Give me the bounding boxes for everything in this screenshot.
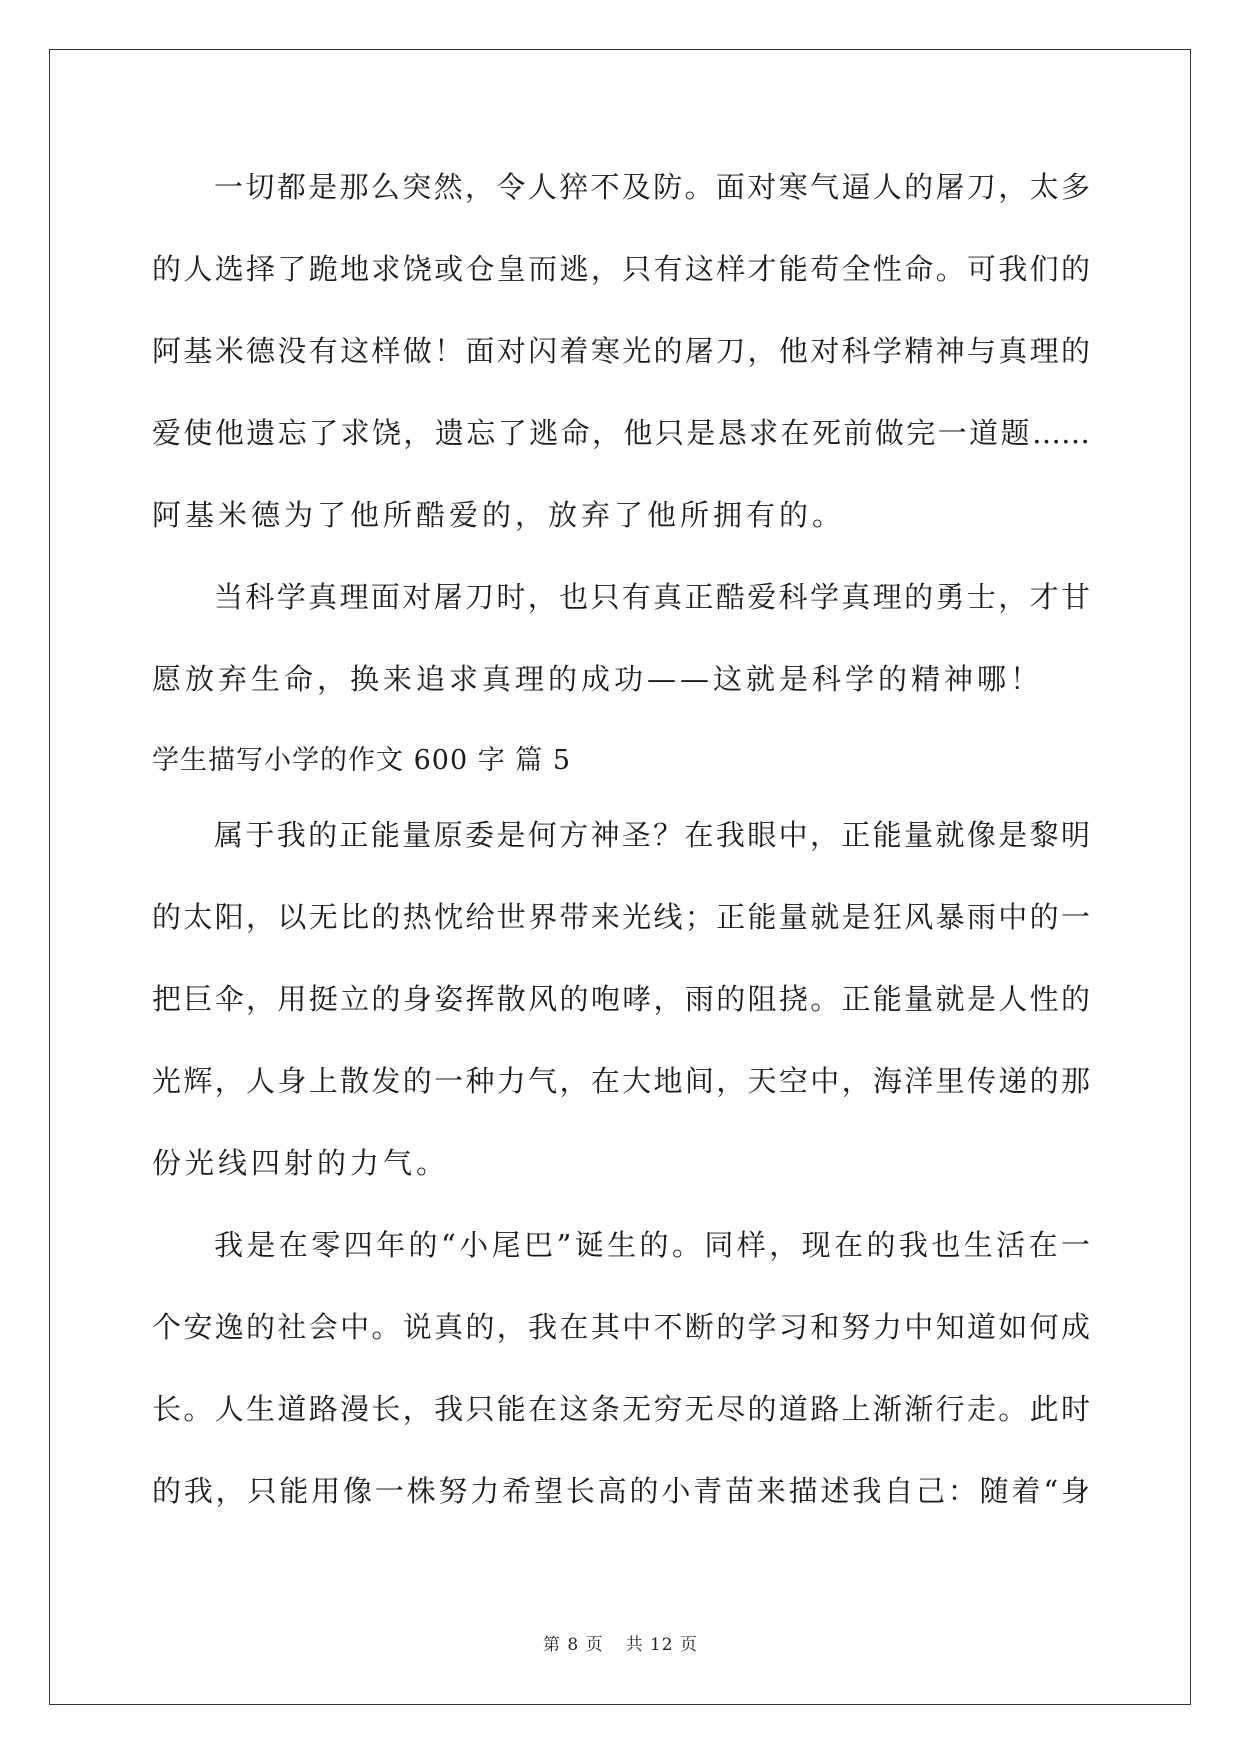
text-line: 长。人生道路漫长，我只能在这条无穷无尽的道路上渐渐行走。此时 xyxy=(152,1392,1090,1426)
document-body xyxy=(152,160,1090,1546)
section-heading: 学生描写小学的作文 600 字 篇 5 xyxy=(152,745,572,776)
text-line: 当科学真理面对屠刀时，也只有真正酷爱科学真理的勇士，才甘 xyxy=(214,580,1090,614)
text-line: 爱使他遗忘了求饶，遗忘了逃命，他只是恳求在死前做完一道题…… xyxy=(152,416,1090,450)
text-line: 我是在零四年的“小尾巴”诞生的。同样，现在的我也生活在一 xyxy=(214,1228,1090,1262)
text-line: 一切都是那么突然，令人猝不及防。面对寒气逼人的屠刀，太多 xyxy=(214,170,1090,204)
text-line: 的人选择了跪地求饶或仓皇而逃，只有这样才能苟全性命。可我们的 xyxy=(152,252,1090,286)
text-line: 把巨伞，用挺立的身姿挥散风的咆哮，雨的阻挠。正能量就是人性的 xyxy=(152,982,1090,1016)
text-line: 属于我的正能量原委是何方神圣？在我眼中，正能量就像是黎明 xyxy=(214,818,1090,852)
page-number: 第 8 页 xyxy=(542,1635,604,1655)
text-line: 个安逸的社会中。说真的，我在其中不断的学习和努力中知道如何成 xyxy=(152,1310,1090,1344)
text-line: 阿基米德没有这样做！面对闪着寒光的屠刀，他对科学精神与真理的 xyxy=(152,334,1090,368)
text-line: 阿基米德为了他所酷爱的，放弃了他所拥有的。 xyxy=(152,498,846,532)
page-total: 共 12 页 xyxy=(625,1635,699,1655)
text-line: 光辉，人身上散发的一种力气，在大地间，天空中，海洋里传递的那 xyxy=(152,1064,1090,1098)
paragraph-group-1 xyxy=(152,160,1090,734)
text-line: 的太阳，以无比的热忱给世界带来光线；正能量就是狂风暴雨中的一 xyxy=(152,900,1090,934)
text-line: 的我，只能用像一株努力希望长高的小青苗来描述我自己：随着“身 xyxy=(152,1474,1090,1508)
page-footer xyxy=(0,1630,1241,1655)
text-line: 愿放弃生命，换来追求真理的成功——这就是科学的精神哪！ xyxy=(152,662,1044,696)
text-line: 份光线四射的力气。 xyxy=(152,1146,450,1180)
paragraph-group-2 xyxy=(152,808,1090,1546)
